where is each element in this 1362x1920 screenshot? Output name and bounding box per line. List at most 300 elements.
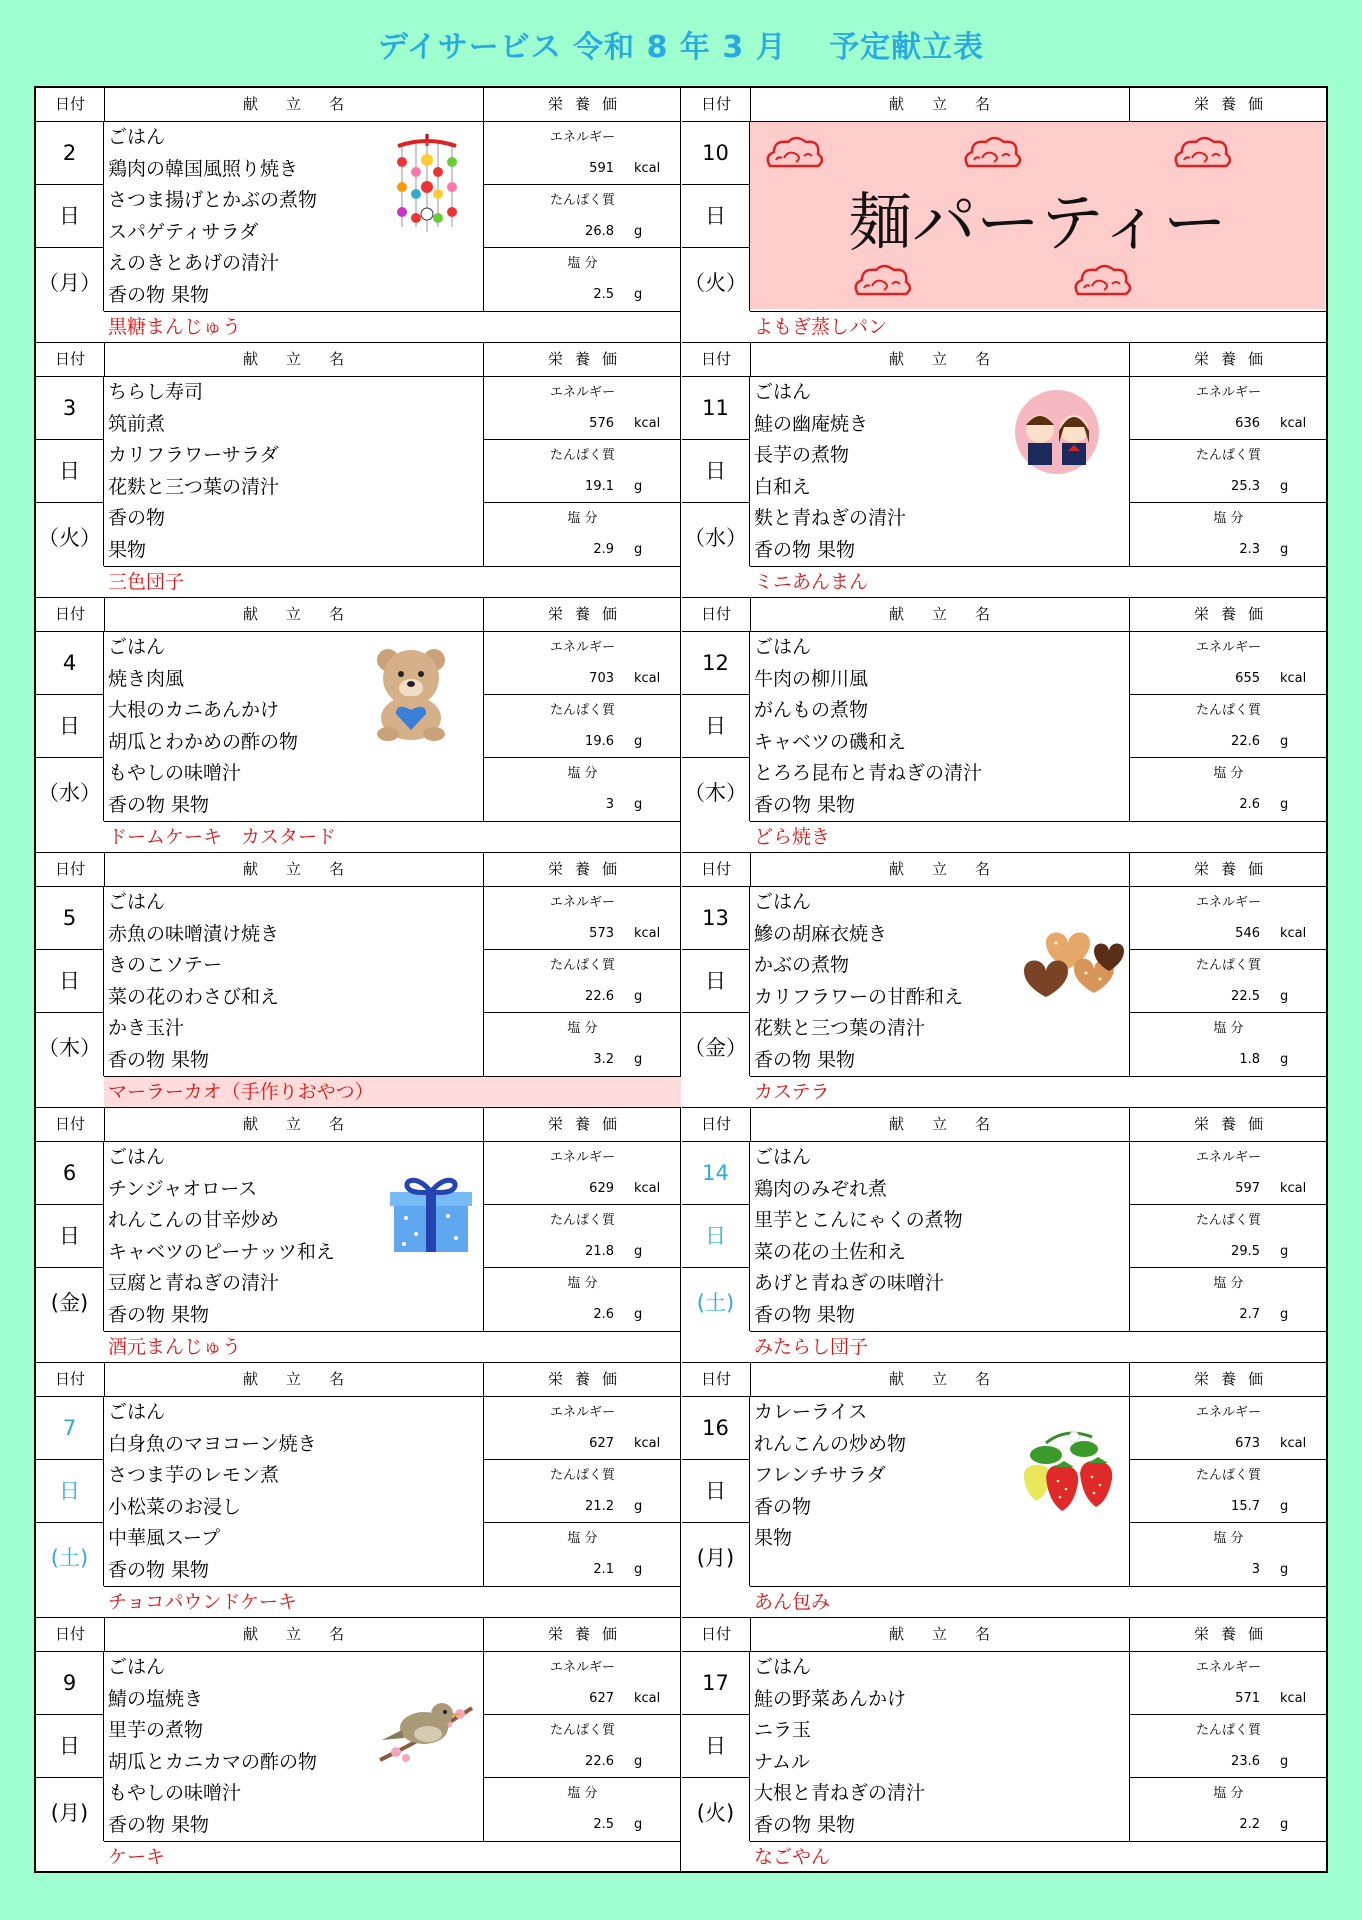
salt-label: 塩 分	[1213, 766, 1244, 781]
menu-item: 鮭の野菜あんかけ	[754, 1687, 907, 1710]
energy-row	[484, 377, 681, 440]
energy-value: 546	[1235, 926, 1260, 941]
students-icon	[1002, 387, 1112, 481]
menu-item: 香の物 果物	[108, 1303, 210, 1326]
day-number: 17	[682, 1652, 749, 1715]
weekday-label: (火)	[696, 1801, 735, 1825]
header-nutrition: 栄養価	[547, 95, 629, 113]
menu-item: 里芋とこんにゃくの煮物	[754, 1209, 963, 1231]
day-block-13	[682, 853, 1327, 1108]
menu-item: えのきとあげの清汁	[108, 252, 280, 274]
weekday-label: （木）	[684, 781, 747, 805]
menu-item: 豆腐と青ねぎの清汁	[108, 1272, 280, 1294]
menu-item: 菜の花のわさび和え	[108, 985, 280, 1008]
protein-label: たんぱく質	[1195, 958, 1261, 973]
snack-label: チョコパウンドケーキ	[104, 1586, 681, 1617]
menu-item: 香の物 果物	[754, 538, 856, 561]
block-header	[682, 343, 1327, 377]
menu-item: 小松菜のお浸し	[108, 1495, 242, 1518]
weekday-label: （水）	[684, 526, 747, 550]
protein-value: 23.6	[1231, 1754, 1260, 1769]
menu-item: 鯖の塩焼き	[108, 1687, 204, 1710]
protein-unit: g	[634, 224, 643, 239]
salt-unit: g	[1280, 797, 1289, 812]
header-menu: 献立名	[750, 853, 1130, 886]
day-mid-label: 日	[682, 695, 749, 758]
snack-label: ケーキ	[104, 1841, 681, 1872]
menu-list	[104, 377, 484, 566]
menu-item: がんもの煮物	[754, 699, 869, 721]
protein-unit: g	[634, 1754, 643, 1769]
energy-row	[1130, 632, 1327, 695]
day-mid-label: 日	[682, 440, 749, 503]
day-block-12	[682, 598, 1327, 853]
header-date: 日付	[682, 598, 751, 631]
day-mid-label: 日	[36, 440, 103, 503]
header-menu: 献立名	[750, 1618, 1130, 1651]
protein-label: たんぱく質	[549, 1468, 615, 1483]
protein-row	[1130, 1205, 1327, 1268]
noodle-party-text: 麺パーティー	[848, 187, 1227, 261]
energy-unit: kcal	[634, 671, 661, 686]
energy-row	[1130, 377, 1327, 440]
header-nutrition: 栄養価	[547, 1625, 629, 1643]
header-date: 日付	[36, 1363, 105, 1396]
protein-value: 19.6	[585, 734, 614, 749]
date-column	[682, 632, 750, 821]
menu-list	[104, 632, 484, 821]
protein-row	[484, 1715, 681, 1778]
menu-item: ちらし寿司	[108, 381, 204, 403]
header-nutrition: 栄養価	[1193, 1115, 1275, 1133]
menu-item: ニラ玉	[754, 1719, 812, 1741]
protein-row	[1130, 695, 1327, 758]
day-block-9	[36, 1618, 681, 1873]
salt-label: 塩 分	[567, 1531, 598, 1546]
energy-value: 629	[589, 1181, 614, 1196]
menu-list	[750, 377, 1130, 566]
energy-label: エネルギー	[549, 130, 615, 145]
hina-mobile-icon	[392, 132, 462, 246]
date-column	[36, 887, 104, 1076]
menu-item: 麩と青ねぎの清汁	[754, 507, 907, 529]
energy-unit: kcal	[634, 926, 661, 941]
weekday-label: （水）	[38, 781, 101, 805]
menu-item: きのこソテー	[108, 954, 223, 976]
salt-value: 3	[1251, 1562, 1260, 1577]
cloud-icon	[1170, 134, 1234, 178]
salt-value: 3.2	[593, 1052, 614, 1067]
day-block-7	[36, 1363, 681, 1618]
header-nutrition: 栄養価	[1193, 1370, 1275, 1388]
snack-label: ミニあんまん	[750, 566, 1327, 597]
salt-value: 2.5	[593, 287, 614, 302]
menu-item: ごはん	[108, 636, 166, 658]
menu-item: 白和え	[754, 475, 812, 498]
salt-unit: g	[634, 1817, 643, 1832]
date-column	[682, 122, 750, 311]
header-nutrition: 栄養価	[547, 1115, 629, 1133]
header-date: 日付	[682, 853, 751, 886]
date-column	[682, 377, 750, 566]
day-number: 3	[36, 377, 103, 440]
protein-label: たんぱく質	[549, 193, 615, 208]
salt-row	[484, 758, 681, 821]
protein-unit: g	[1280, 1754, 1289, 1769]
header-date: 日付	[36, 1618, 105, 1651]
menu-item: 花麩と三つ葉の清汁	[108, 475, 280, 498]
date-column	[36, 1397, 104, 1586]
salt-unit: g	[634, 797, 643, 812]
salt-row	[484, 1268, 681, 1331]
block-header	[36, 1618, 681, 1652]
menu-item: 鰺の胡麻衣焼き	[754, 922, 888, 945]
salt-unit: g	[634, 542, 643, 557]
menu-item: カリフラワーサラダ	[108, 444, 279, 466]
weekday-label: (月)	[50, 1801, 89, 1825]
menu-item: ごはん	[754, 381, 812, 403]
salt-value: 3	[605, 797, 614, 812]
protein-value: 26.8	[585, 224, 614, 239]
day-mid-label: 日	[36, 1205, 103, 1268]
protein-unit: g	[1280, 989, 1289, 1004]
salt-row	[484, 1778, 681, 1841]
date-column	[36, 632, 104, 821]
salt-row	[484, 1523, 681, 1586]
date-column	[36, 122, 104, 311]
header-date: 日付	[36, 853, 105, 886]
day-number: 7	[36, 1397, 103, 1460]
nutrition-panel	[484, 887, 681, 1076]
salt-label: 塩 分	[1213, 1786, 1244, 1801]
salt-label: 塩 分	[567, 1276, 598, 1291]
energy-label: エネルギー	[1195, 1150, 1261, 1165]
menu-list	[750, 122, 1327, 311]
menu-item: さつま芋のレモン煮	[108, 1464, 280, 1486]
salt-row	[1130, 1523, 1327, 1586]
menu-item: 香の物 果物	[108, 1558, 210, 1581]
date-column	[682, 1142, 750, 1331]
snack-label: よもぎ蒸しパン	[750, 311, 1327, 342]
protein-value: 29.5	[1231, 1244, 1260, 1259]
energy-row	[1130, 887, 1327, 950]
menu-item: ナムル	[754, 1750, 811, 1773]
day-block-3	[36, 343, 681, 598]
protein-unit: g	[634, 1499, 643, 1514]
bird-icon	[376, 1688, 476, 1772]
salt-unit: g	[634, 1052, 643, 1067]
day-block-4	[36, 598, 681, 853]
protein-unit: g	[1280, 1499, 1289, 1514]
energy-value: 703	[589, 671, 614, 686]
menu-item: れんこんの甘辛炒め	[108, 1209, 280, 1231]
energy-row	[484, 1652, 681, 1715]
protein-row	[484, 1205, 681, 1268]
block-header	[36, 598, 681, 632]
menu-item: 香の物	[108, 507, 166, 529]
weekday-label: （火）	[684, 271, 747, 295]
menu-item: 鶏肉のみぞれ煮	[754, 1177, 888, 1200]
protein-label: たんぱく質	[1195, 1213, 1261, 1228]
block-header	[36, 343, 681, 377]
salt-value: 2.7	[1239, 1307, 1260, 1322]
snack-label: マーラーカオ（手作りおやつ）	[104, 1076, 681, 1107]
menu-item: れんこんの炒め物	[754, 1432, 907, 1455]
day-block-10	[682, 88, 1327, 343]
protein-row	[484, 695, 681, 758]
date-column	[36, 377, 104, 566]
energy-row	[484, 632, 681, 695]
menu-item: 香の物 果物	[754, 793, 856, 816]
weekday-label: （火）	[38, 526, 101, 550]
protein-row	[1130, 440, 1327, 503]
menu-list	[104, 1652, 484, 1841]
day-mid-label: 日	[682, 185, 749, 248]
day-block-6	[36, 1108, 681, 1363]
protein-unit: g	[1280, 479, 1289, 494]
menu-item: 白身魚のマヨコーン焼き	[108, 1432, 317, 1455]
weekday-label: (土)	[50, 1546, 89, 1570]
day-block-14	[682, 1108, 1327, 1363]
header-menu: 献立名	[750, 598, 1130, 631]
day-number: 13	[682, 887, 749, 950]
menu-sheet	[34, 86, 1328, 1873]
menu-item: かき玉汁	[108, 1017, 185, 1039]
salt-row	[484, 248, 681, 311]
header-nutrition: 栄養価	[1193, 605, 1275, 623]
day-block-16	[682, 1363, 1327, 1618]
menu-list	[104, 1397, 484, 1586]
energy-value: 627	[589, 1436, 614, 1451]
protein-label: たんぱく質	[549, 1213, 615, 1228]
energy-row	[1130, 1397, 1327, 1460]
salt-unit: g	[634, 1562, 643, 1577]
protein-unit: g	[634, 989, 643, 1004]
bear-icon	[366, 642, 456, 746]
header-nutrition: 栄養価	[1193, 350, 1275, 368]
menu-item: 大根と青ねぎの清汁	[754, 1782, 926, 1804]
energy-value: 655	[1235, 671, 1260, 686]
block-header	[36, 1108, 681, 1142]
block-header	[682, 1363, 1327, 1397]
menu-list	[750, 1397, 1130, 1586]
protein-unit: g	[634, 734, 643, 749]
header-menu: 献立名	[104, 1108, 484, 1141]
menu-item: ごはん	[108, 1401, 166, 1423]
menu-list	[104, 1142, 484, 1331]
menu-item: 香の物 果物	[754, 1048, 856, 1071]
salt-label: 塩 分	[1213, 511, 1244, 526]
weekday-label: （月）	[38, 271, 101, 295]
protein-row	[1130, 950, 1327, 1013]
weekday-label: (金)	[50, 1291, 89, 1315]
header-menu: 献立名	[104, 1618, 484, 1651]
energy-unit: kcal	[634, 1691, 661, 1706]
day-mid-label: 日	[682, 1205, 749, 1268]
energy-label: エネルギー	[549, 640, 615, 655]
day-block-5	[36, 853, 681, 1108]
energy-row	[484, 1397, 681, 1460]
protein-label: たんぱく質	[1195, 1723, 1261, 1738]
protein-row	[484, 1460, 681, 1523]
menu-item: ごはん	[754, 1146, 812, 1168]
energy-value: 627	[589, 1691, 614, 1706]
energy-unit: kcal	[634, 416, 661, 431]
menu-item: 香の物 果物	[108, 283, 210, 306]
protein-value: 21.8	[585, 1244, 614, 1259]
gift-icon	[386, 1168, 476, 1262]
menu-item: もやしの味噌汁	[108, 762, 242, 784]
date-column	[36, 1142, 104, 1331]
day-block-17	[682, 1618, 1327, 1873]
salt-label: 塩 分	[567, 766, 598, 781]
energy-unit: kcal	[634, 1181, 661, 1196]
salt-label: 塩 分	[1213, 1276, 1244, 1291]
day-number: 14	[682, 1142, 749, 1205]
snack-label: あん包み	[750, 1586, 1327, 1617]
header-menu: 献立名	[104, 1363, 484, 1396]
salt-row	[1130, 1268, 1327, 1331]
day-number: 6	[36, 1142, 103, 1205]
day-mid-label: 日	[36, 1715, 103, 1778]
menu-item: 鮭の幽庵焼き	[754, 412, 869, 435]
header-menu: 献立名	[104, 853, 484, 886]
menu-item: ごはん	[108, 1656, 166, 1678]
menu-list	[750, 887, 1130, 1076]
block-header	[682, 1108, 1327, 1142]
menu-item: 赤魚の味噌漬け焼き	[108, 922, 280, 945]
menu-item: フレンチサラダ	[754, 1464, 886, 1486]
snack-label: 三色団子	[104, 566, 681, 597]
salt-label: 塩 分	[567, 256, 598, 271]
day-mid-label: 日	[36, 185, 103, 248]
menu-item: 胡瓜とカニカマの酢の物	[108, 1750, 318, 1773]
menu-item: 長芋の煮物	[754, 444, 850, 466]
day-number: 2	[36, 122, 103, 185]
day-block-11	[682, 343, 1327, 598]
salt-row	[484, 503, 681, 566]
menu-item: 焼き肉風	[108, 667, 185, 690]
day-mid-label: 日	[36, 1460, 103, 1523]
header-nutrition: 栄養価	[1193, 1625, 1275, 1643]
menu-item: ごはん	[754, 1656, 812, 1678]
snack-label: なごやん	[750, 1841, 1327, 1872]
day-number: 5	[36, 887, 103, 950]
salt-label: 塩 分	[567, 1786, 598, 1801]
protein-value: 19.1	[585, 479, 614, 494]
day-number: 9	[36, 1652, 103, 1715]
header-date: 日付	[36, 88, 105, 121]
protein-unit: g	[1280, 734, 1289, 749]
protein-label: たんぱく質	[549, 448, 615, 463]
protein-row	[484, 440, 681, 503]
snack-label: どら焼き	[750, 821, 1327, 852]
nutrition-panel	[1130, 1652, 1327, 1841]
protein-unit: g	[1280, 1244, 1289, 1259]
salt-value: 2.9	[593, 542, 614, 557]
snack-label: 酒元まんじゅう	[104, 1331, 681, 1362]
salt-row	[484, 1013, 681, 1076]
protein-label: たんぱく質	[549, 703, 615, 718]
date-column	[682, 1652, 750, 1841]
header-date: 日付	[36, 1108, 105, 1141]
block-header	[36, 88, 681, 122]
energy-label: エネルギー	[1195, 640, 1261, 655]
strawberry-icon	[1016, 1425, 1121, 1524]
header-menu: 献立名	[750, 343, 1130, 376]
energy-unit: kcal	[1280, 416, 1307, 431]
salt-label: 塩 分	[1213, 1531, 1244, 1546]
day-number: 10	[682, 122, 749, 185]
snack-label: みたらし団子	[750, 1331, 1327, 1362]
day-mid-label: 日	[682, 1460, 749, 1523]
page-title: デイサービス 令和 8 年 3 月 予定献立表	[377, 30, 985, 65]
salt-row	[1130, 1013, 1327, 1076]
menu-item: 香の物 果物	[108, 793, 210, 816]
noodle-party-banner	[750, 122, 1325, 309]
nutrition-panel	[1130, 887, 1327, 1076]
cloud-icon	[762, 134, 826, 178]
header-menu: 献立名	[104, 88, 484, 121]
menu-item: 筑前煮	[108, 412, 166, 435]
menu-item: ごはん	[108, 891, 166, 913]
protein-value: 15.7	[1231, 1499, 1260, 1514]
menu-list	[104, 887, 484, 1076]
nutrition-panel	[1130, 1142, 1327, 1331]
date-column	[36, 1652, 104, 1841]
header-date: 日付	[36, 343, 105, 376]
energy-label: エネルギー	[549, 895, 615, 910]
cloud-icon	[1070, 262, 1134, 306]
menu-item: 香の物 果物	[754, 1303, 856, 1326]
salt-unit: g	[634, 1307, 643, 1322]
menu-list	[750, 1652, 1130, 1841]
menu-item: 中華風スープ	[108, 1527, 221, 1549]
salt-value: 2.1	[593, 1562, 614, 1577]
protein-row	[1130, 1460, 1327, 1523]
header-date: 日付	[36, 598, 105, 631]
menu-item: 香の物	[754, 1495, 812, 1518]
energy-row	[484, 122, 681, 185]
nutrition-panel	[484, 122, 681, 311]
energy-value: 673	[1235, 1436, 1260, 1451]
salt-unit: g	[1280, 1307, 1289, 1322]
menu-item: 香の物 果物	[108, 1813, 210, 1836]
protein-value: 25.3	[1231, 479, 1260, 494]
menu-item: ごはん	[108, 1146, 166, 1168]
header-date: 日付	[682, 1108, 751, 1141]
energy-unit: kcal	[1280, 1691, 1307, 1706]
energy-unit: kcal	[634, 1436, 661, 1451]
header-date: 日付	[682, 88, 751, 121]
header-menu: 献立名	[104, 598, 484, 631]
cookies-icon	[1016, 921, 1131, 1005]
salt-unit: g	[1280, 1817, 1289, 1832]
protein-row	[484, 185, 681, 248]
salt-value: 2.6	[593, 1307, 614, 1322]
header-nutrition: 栄養価	[547, 350, 629, 368]
block-header	[682, 598, 1327, 632]
energy-row	[1130, 1652, 1327, 1715]
energy-label: エネルギー	[549, 1660, 615, 1675]
energy-value: 636	[1235, 416, 1260, 431]
menu-item: キャベツのピーナッツ和え	[108, 1240, 335, 1263]
energy-label: エネルギー	[549, 385, 615, 400]
protein-label: たんぱく質	[549, 958, 615, 973]
menu-item: 菜の花の土佐和え	[754, 1240, 907, 1263]
energy-unit: kcal	[1280, 671, 1307, 686]
salt-unit: g	[1280, 1052, 1289, 1067]
